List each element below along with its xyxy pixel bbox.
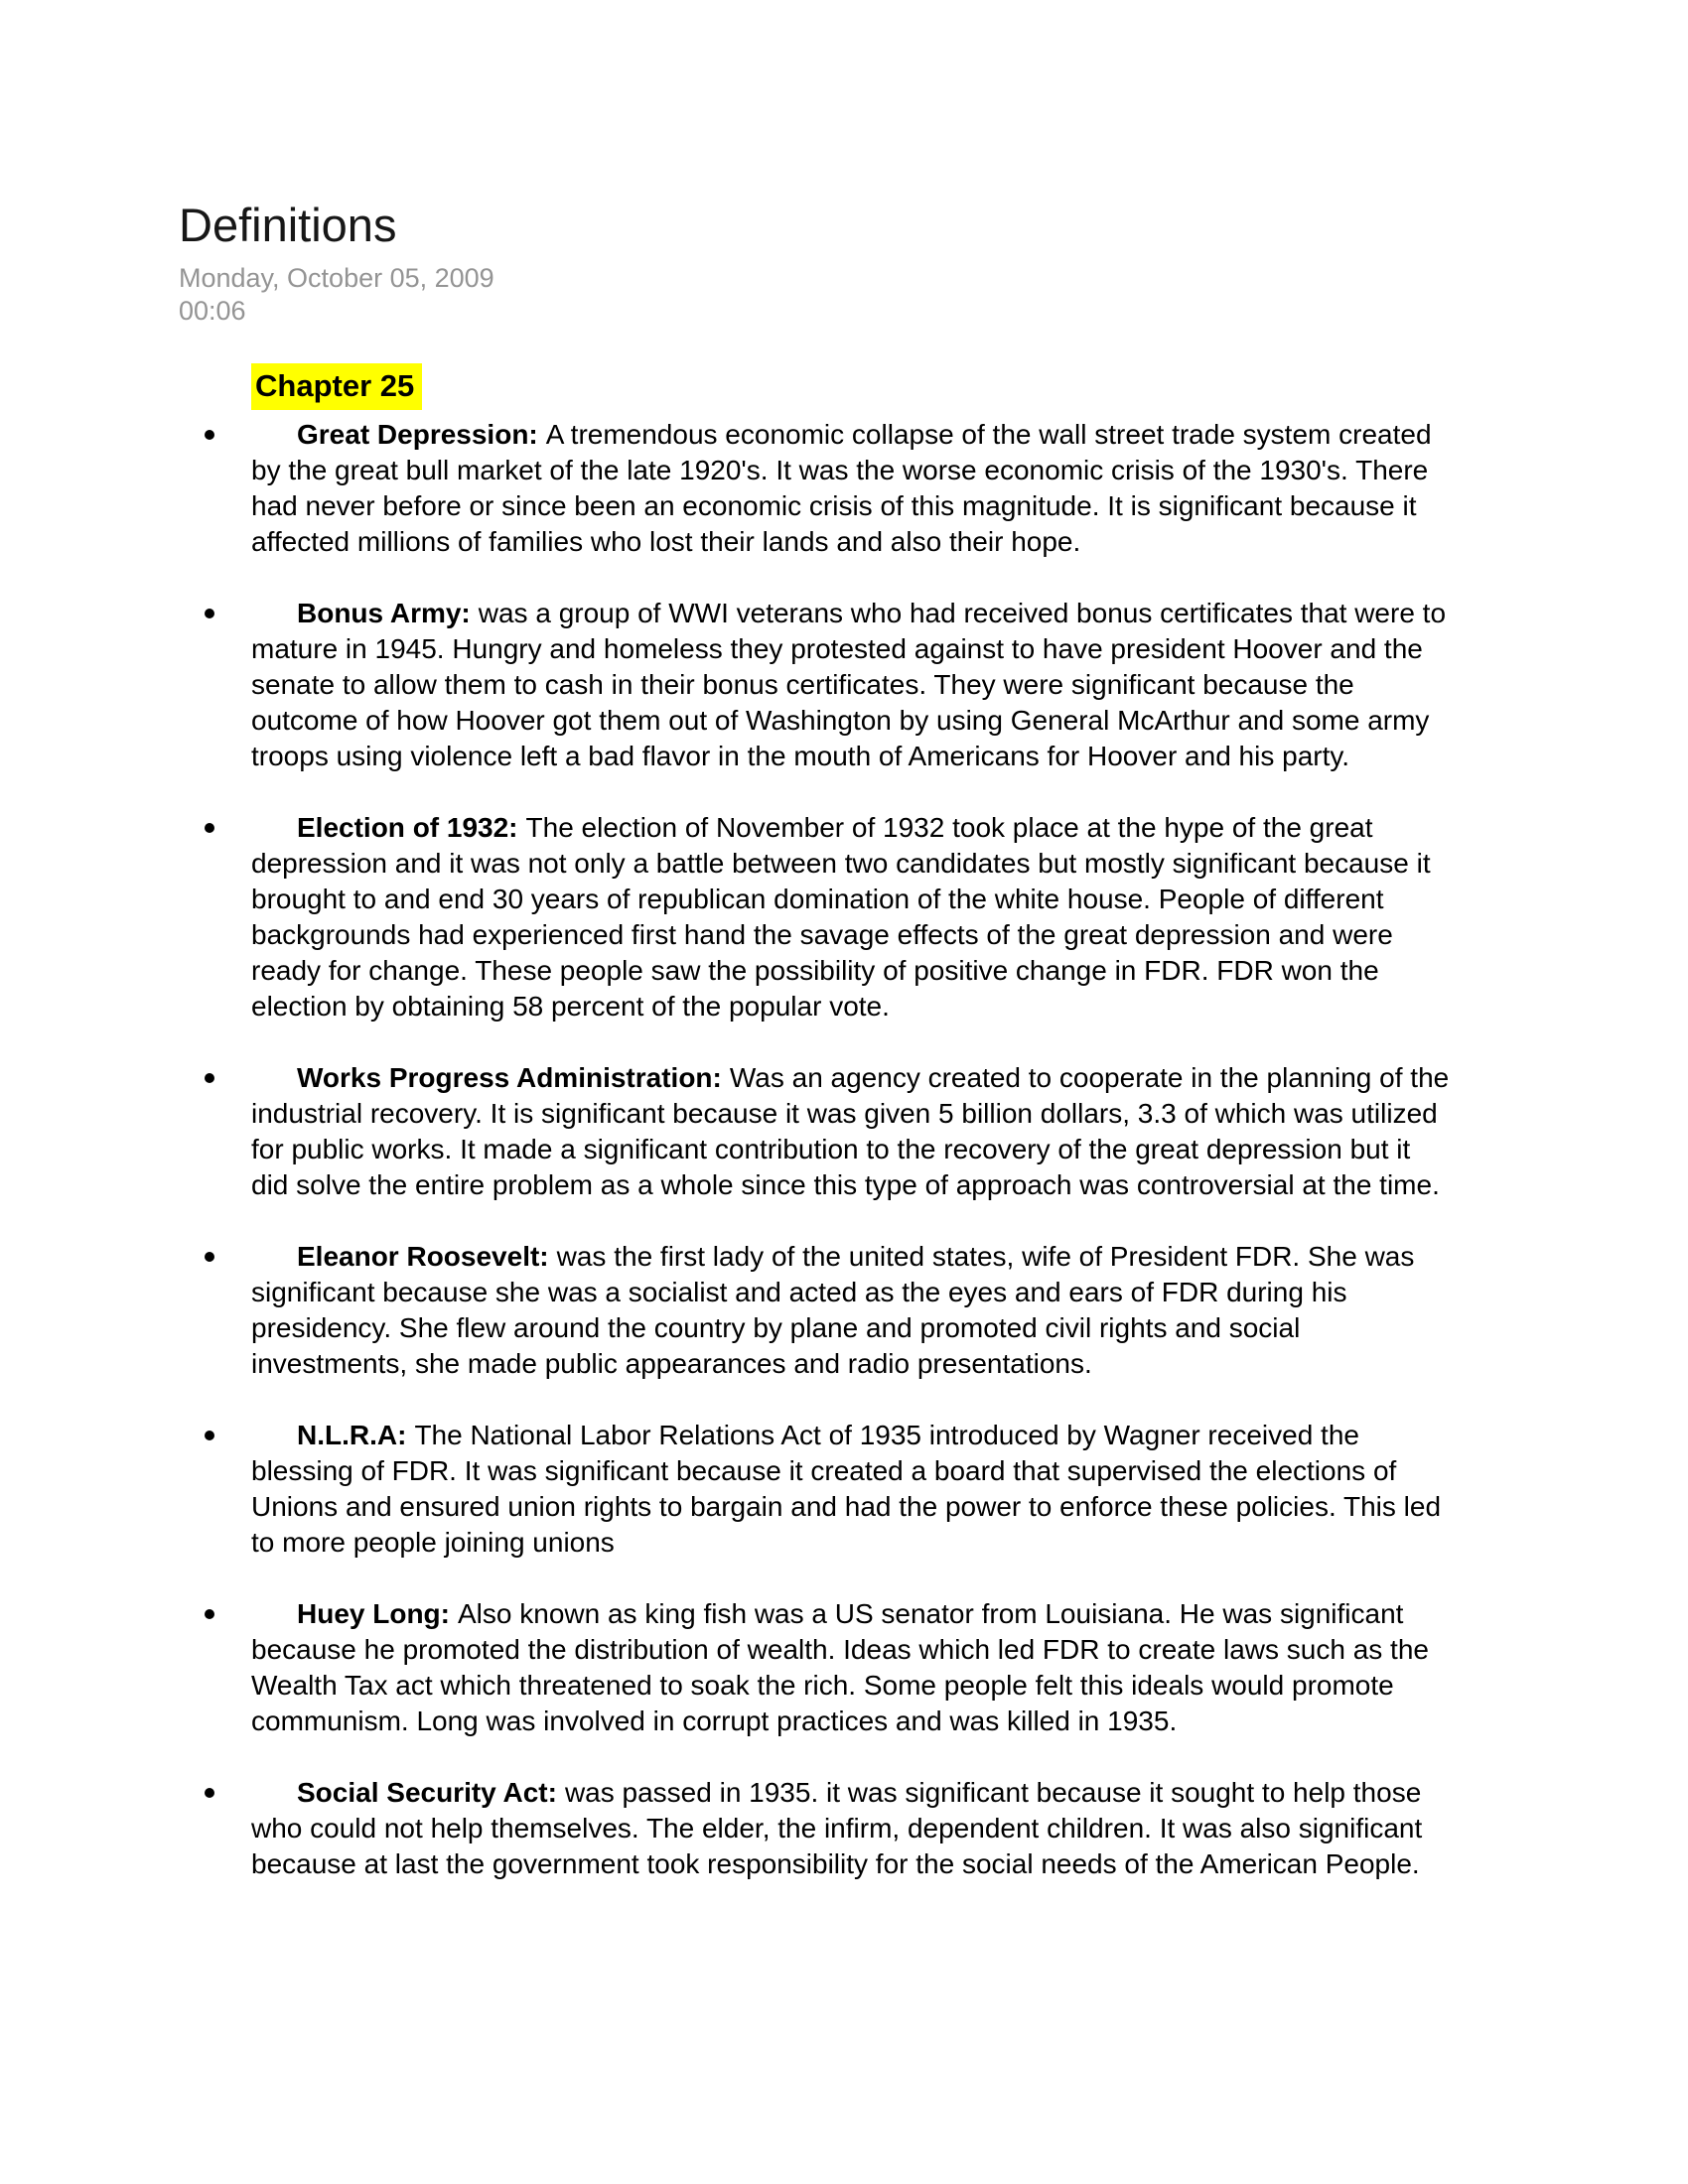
definition-item-huey-long — [251, 1596, 1453, 1739]
page-title: Definitions — [179, 199, 397, 251]
definition-body: The election of November of 1932 took place at the hype of the great depression and it was not only a battle between two candidates but mostly significant because it brought to and end 30 years of republican domination of the white house. People of different backgrounds had experienced first hand the savage effects of the great depression and were ready for change. These people saw the possibility of positive change in FDR. FDR won the election by obtaining 58 percent of the popular vote. — [251, 812, 1431, 1022]
definition-item-works-progress-administration — [251, 1060, 1453, 1203]
definition-term: N.L.R.A: — [297, 1420, 407, 1450]
definition-body: Was an agency created to cooperate in the planning of the industrial recovery. It is significant because it was given 5 billion dollars, 3.3 of which was utilized for public works. It made a significant contribution to the recovery of the great depression but it did solve the entire problem as a whole since this type of approach was controversial at the time. — [251, 1062, 1450, 1200]
note-time: 00:06 — [179, 296, 246, 326]
definition-item-eleanor-roosevelt — [251, 1239, 1453, 1382]
definition-body: was passed in 1935. it was significant because it sought to help those who could not help themselves. The elder, the infirm, dependent children. It was also significant because at last the government took responsibility for the social needs of the American People. — [251, 1777, 1423, 1879]
definition-term: Great Depression: — [297, 419, 538, 450]
definition-item-social-security-act — [251, 1775, 1453, 1882]
chapter-heading-highlight: Chapter 25 — [251, 363, 422, 410]
definition-item-nlra — [251, 1418, 1453, 1561]
definition-term: Election of 1932: — [297, 812, 518, 843]
definition-term: Eleanor Roosevelt: — [297, 1241, 549, 1272]
definition-item-election-of-1932 — [251, 810, 1453, 1024]
definition-item-bonus-army — [251, 596, 1453, 774]
note-date: Monday, October 05, 2009 — [179, 263, 494, 293]
definition-term: Works Progress Administration: — [297, 1062, 722, 1093]
definition-term: Bonus Army: — [297, 598, 471, 628]
definition-body: A tremendous economic collapse of the wall street trade system created by the great bull market of the late 1920's. It was the worse economic crisis of the 1930's. There had never before or since been an economic crisis of this magnitude. It is significant because it affected millions of families who lost their lands and also their hope. — [251, 419, 1432, 557]
definition-item-great-depression — [251, 417, 1453, 560]
definition-term: Social Security Act: — [297, 1777, 557, 1808]
definition-term: Huey Long: — [297, 1598, 450, 1629]
definition-body: was the first lady of the united states, wife of President FDR. She was significant because she was a socialist and acted as the eyes and ears of FDR during his presidency. She flew around the country by plane and promoted civil rights and social investments, she made public appearances and radio presentations. — [251, 1241, 1415, 1379]
definition-body: was a group of WWI veterans who had received bonus certificates that were to mature in 1945. Hungry and homeless they protested against to have president Hoover and the senate to allow them to cash in their bonus certificates. They were significant because the outcome of how Hoover got them out of Washington by using General McArthur and some army troops using violence left a bad flavor in the mouth of Americans for Hoover and his party. — [251, 598, 1447, 771]
chapter-heading-line — [251, 363, 1688, 413]
definition-body: Also known as king fish was a US senator from Louisiana. He was significant because he promoted the distribution of wealth. Ideas which led FDR to create laws such as the Wealth Tax act which threatened to soak the rich. Some people felt this ideals would promote communism. Long was involved in corrupt practices and was killed in 1935. — [251, 1598, 1429, 1736]
definitions-list — [251, 417, 1453, 1882]
definition-body: The National Labor Relations Act of 1935 introduced by Wagner received the blessing of FDR. It was significant because it created a board that supervised the elections of Unions and ensured union rights to bargain and had the power to enforce these policies. This led to more people joining unions — [251, 1420, 1442, 1558]
